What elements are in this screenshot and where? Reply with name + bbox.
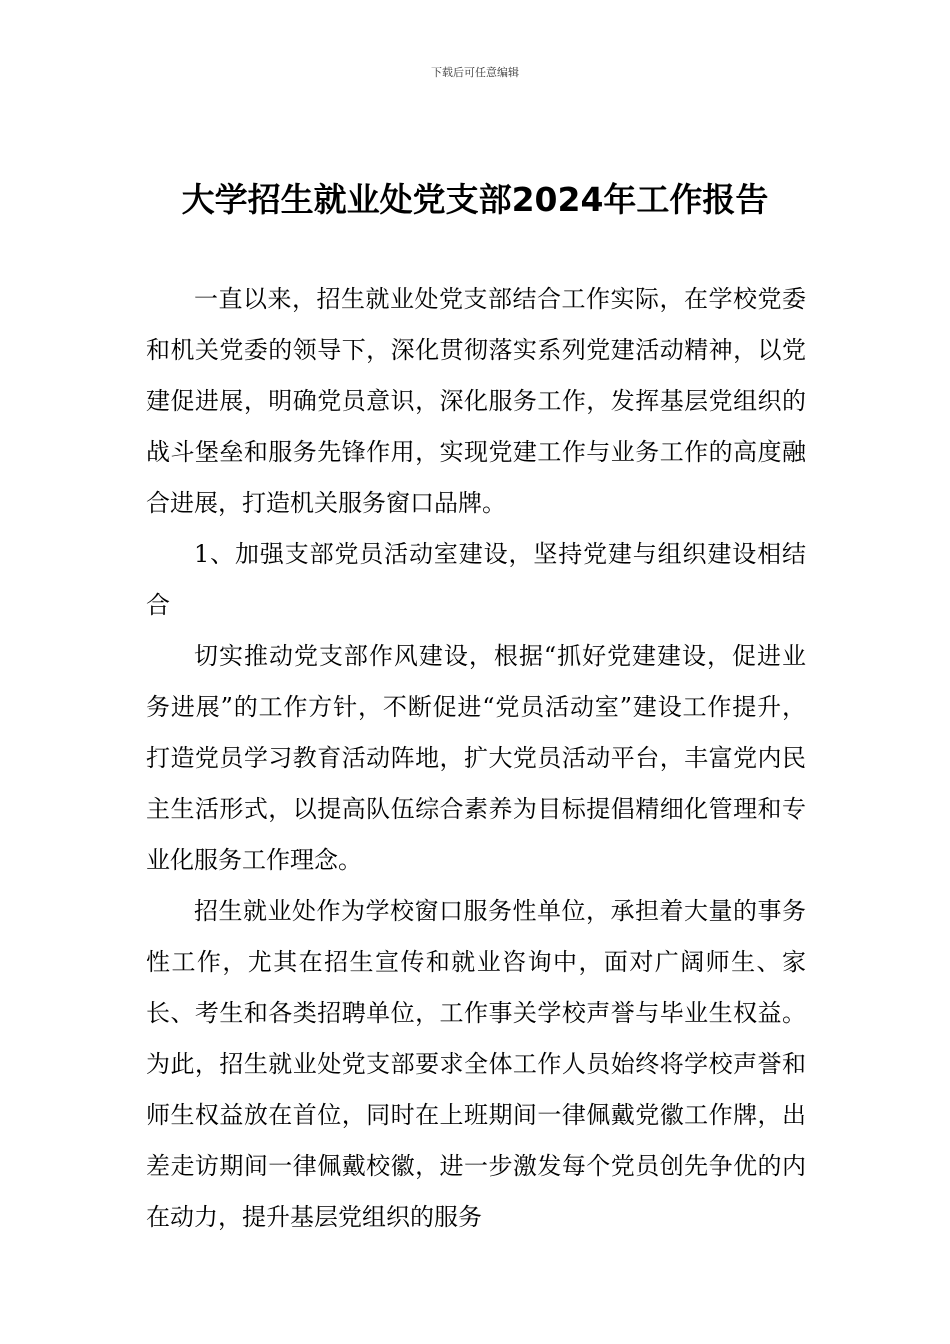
paragraph-intro: 一直以来，招生就业处党支部结合工作实际，在学校党委和机关党委的领导下，深化贯彻落实系列党建活动精神，以党建促进展，明确党员意识，深化服务工作，发挥基层党组织的战斗堡垒和服务先锋作用，实现党建工作与业务工作的高度融合进展，打造机关服务窗口品牌。 <box>146 285 806 517</box>
paragraph-service: 招生就业处作为学校窗口服务性单位，承担着大量的事务性工作，尤其在招生宣传和就业咨询中，面对广阔师生、家长、考生和各类招聘单位，工作事关学校声誉与毕业生权益。为此，招生就业处党支部要求全体工作人员始终将学校声誉和师生权益放在首位，同时在上班期间一律佩戴党徽工作牌，出差走访期间一律佩戴校徽，进一步激发每个党员创先争优的内在动力，提升基层党组织的服务 <box>146 897 806 1231</box>
document-title: 大学招生就业处党支部2024年工作报告 <box>181 180 769 219</box>
section-heading-1: 1、加强支部党员活动室建设，坚持党建与组织建设相结合 <box>146 540 806 619</box>
paragraph-section-1: 切实推动党支部作风建设，根据“抓好党建建设，促进业务进展”的工作方针，不断促进“党员活动室”建设工作提升，打造党员学习教育活动阵地，扩大党员活动平台，丰富党内民主生活形式，以提高队伍综合素养为目标提倡精细化管理和专业化服务工作理念。 <box>146 642 806 874</box>
document-body <box>146 274 806 1243</box>
header-note: 下载后可任意编辑 <box>431 66 519 79</box>
